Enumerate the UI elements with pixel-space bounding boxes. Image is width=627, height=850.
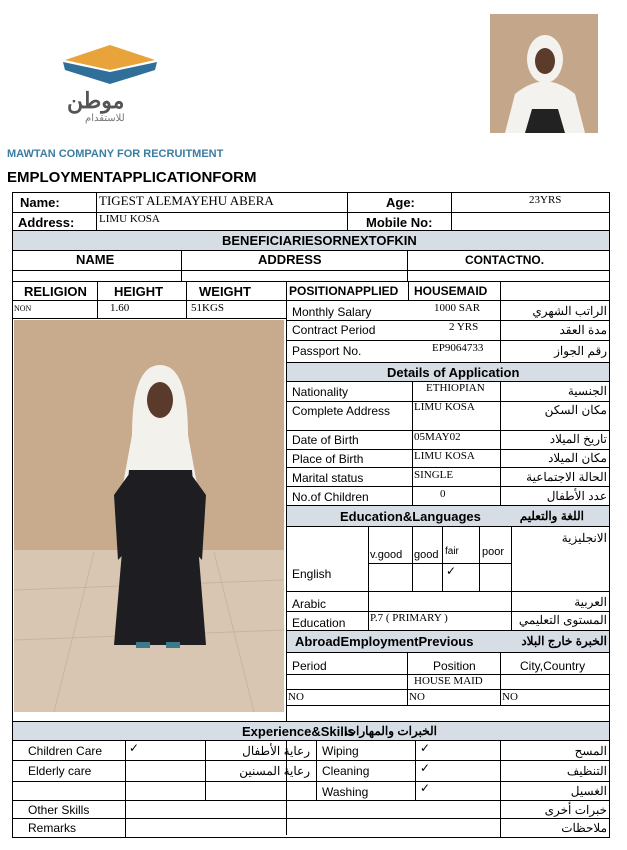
wiping-label: Wiping [322,744,359,758]
height-value: 1.60 [110,302,130,314]
address-value: LIMU KOSA [99,213,160,225]
wiping-check: ✓ [420,741,431,755]
pob-label: Place of Birth [292,452,364,466]
pob-arabic: مكان الميلاد [548,451,607,465]
arabic-arabic: العربية [574,595,607,609]
height-label: HEIGHT [114,284,164,299]
abroad-period-header: Period [292,659,327,673]
abroad-city-header: City,Country [520,659,586,673]
age-value: 23YRS [529,194,562,206]
name-value: TIGEST ALEMAYEHU ABERA [99,193,274,208]
religion-value: NON [14,304,32,313]
salary-label: Monthly Salary [292,305,372,319]
address-label: Address: [18,215,75,230]
position-applied-label: POSITIONAPPLIED [289,284,399,298]
dob-value: 05MAY02 [414,431,461,443]
applicant-full-photo [14,320,284,712]
passport-value: EP9064733 [432,342,484,354]
beneficiary-address-header: ADDRESS [258,252,322,267]
religion-label: RELIGION [24,284,87,299]
remarks-label: Remarks [28,821,77,835]
beneficiary-name-header: NAME [76,252,115,267]
logo-arabic-main: موطن [67,88,125,113]
washing-label: Washing [322,785,369,799]
full-body-figure-icon [14,320,284,712]
details-title: Details of Application [387,365,520,380]
abroad-position-no: NO [409,691,425,703]
children-label: No.of Children [292,490,369,504]
abroad-period-no: NO [288,691,304,703]
salary-value: 1000 SAR [434,302,481,314]
elderly-care-arabic: رعاية المسنين [239,764,310,778]
nationality-value: ETHIOPIAN [426,382,485,394]
children-arabic: عدد الأطفال [546,489,607,503]
level-fair: fair [445,546,459,557]
abroad-title-arabic: الخبرة خارج البلاد [521,634,607,648]
other-skills-arabic: خبرات أخرى [544,803,607,817]
education-arabic: المستوى التعليمي [518,613,607,627]
level-vgood: v.good [370,549,403,561]
abroad-title: AbroadEmploymentPrevious [295,634,474,649]
skills-title-arabic: الخبرات والمهارات [344,724,437,738]
marital-arabic: الحالة الاجتماعية [526,470,607,484]
level-good: good [414,549,439,561]
marital-value: SINGLE [414,469,454,481]
abroad-position-value: HOUSE MAID [414,675,483,687]
washing-arabic: الغسيل [570,784,607,798]
arabic-label: Arabic [292,597,327,611]
abroad-position-header: Position [433,659,476,673]
beneficiary-contact-header: CONTACTNO. [465,253,545,267]
education-value: P.7 ( PRIMARY ) [370,612,448,624]
position-applied-value: HOUSEMAID [414,284,488,298]
abroad-city-no: NO [502,691,518,703]
passport-arabic: رقم الجواز [554,344,607,358]
mobile-label: Mobile No: [366,215,433,230]
weight-label: WEIGHT [199,284,251,299]
nationality-arabic: الجنسية [567,384,607,398]
children-value: 0 [440,488,446,500]
other-skills-label: Other Skills [28,803,90,817]
english-label: English [292,567,332,581]
contract-arabic: مدة العقد [559,323,607,337]
complete-address-label: Complete Address [292,404,391,418]
remarks-arabic: ملاحظات [561,821,607,835]
elderly-care-label: Elderly care [28,764,92,778]
children-care-label: Children Care [28,744,103,758]
english-arabic: الانجليزية [561,531,607,545]
dob-label: Date of Birth [292,433,359,447]
wiping-arabic: المسح [574,744,607,758]
nationality-label: Nationality [292,385,349,399]
children-care-check: ✓ [129,741,140,755]
weight-value: 51KGS [191,302,225,314]
salary-arabic: الراتب الشهري [532,304,607,318]
complete-address-arabic: مكان السكن [544,403,607,417]
cleaning-arabic: التنظيف [566,764,607,778]
cleaning-label: Cleaning [322,764,370,778]
skills-title: Experience&Skills [242,724,355,739]
education-label: Education [292,616,346,630]
logo-arabic-sub: للاستقدام [85,113,125,124]
age-label: Age: [386,195,415,210]
contract-label: Contract Period [292,323,376,337]
children-care-arabic: رعاية الأطفال [242,744,310,758]
washing-check: ✓ [420,781,431,795]
passport-label: Passport No. [292,344,362,358]
education-title: Education&Languages [340,509,481,524]
complete-address-value: LIMU KOSA [414,401,475,413]
dob-arabic: تاريخ الميلاد [549,432,607,446]
company-name: MAWTAN COMPANY FOR RECRUITMENT [7,148,224,160]
marital-label: Marital status [292,471,364,485]
contract-value: 2 YRS [449,321,479,333]
beneficiaries-title: BENEFICIARIESORNEXTOFKIN [222,233,417,248]
education-title-arabic: اللغة والتعليم [519,509,584,523]
pob-value: LIMU KOSA [414,450,475,462]
cleaning-check: ✓ [420,761,431,775]
level-poor: poor [482,546,505,558]
name-label: Name: [20,195,60,210]
english-fair-check: ✓ [446,564,457,578]
form-title: EMPLOYMENTAPPLICATIONFORM [7,169,257,186]
